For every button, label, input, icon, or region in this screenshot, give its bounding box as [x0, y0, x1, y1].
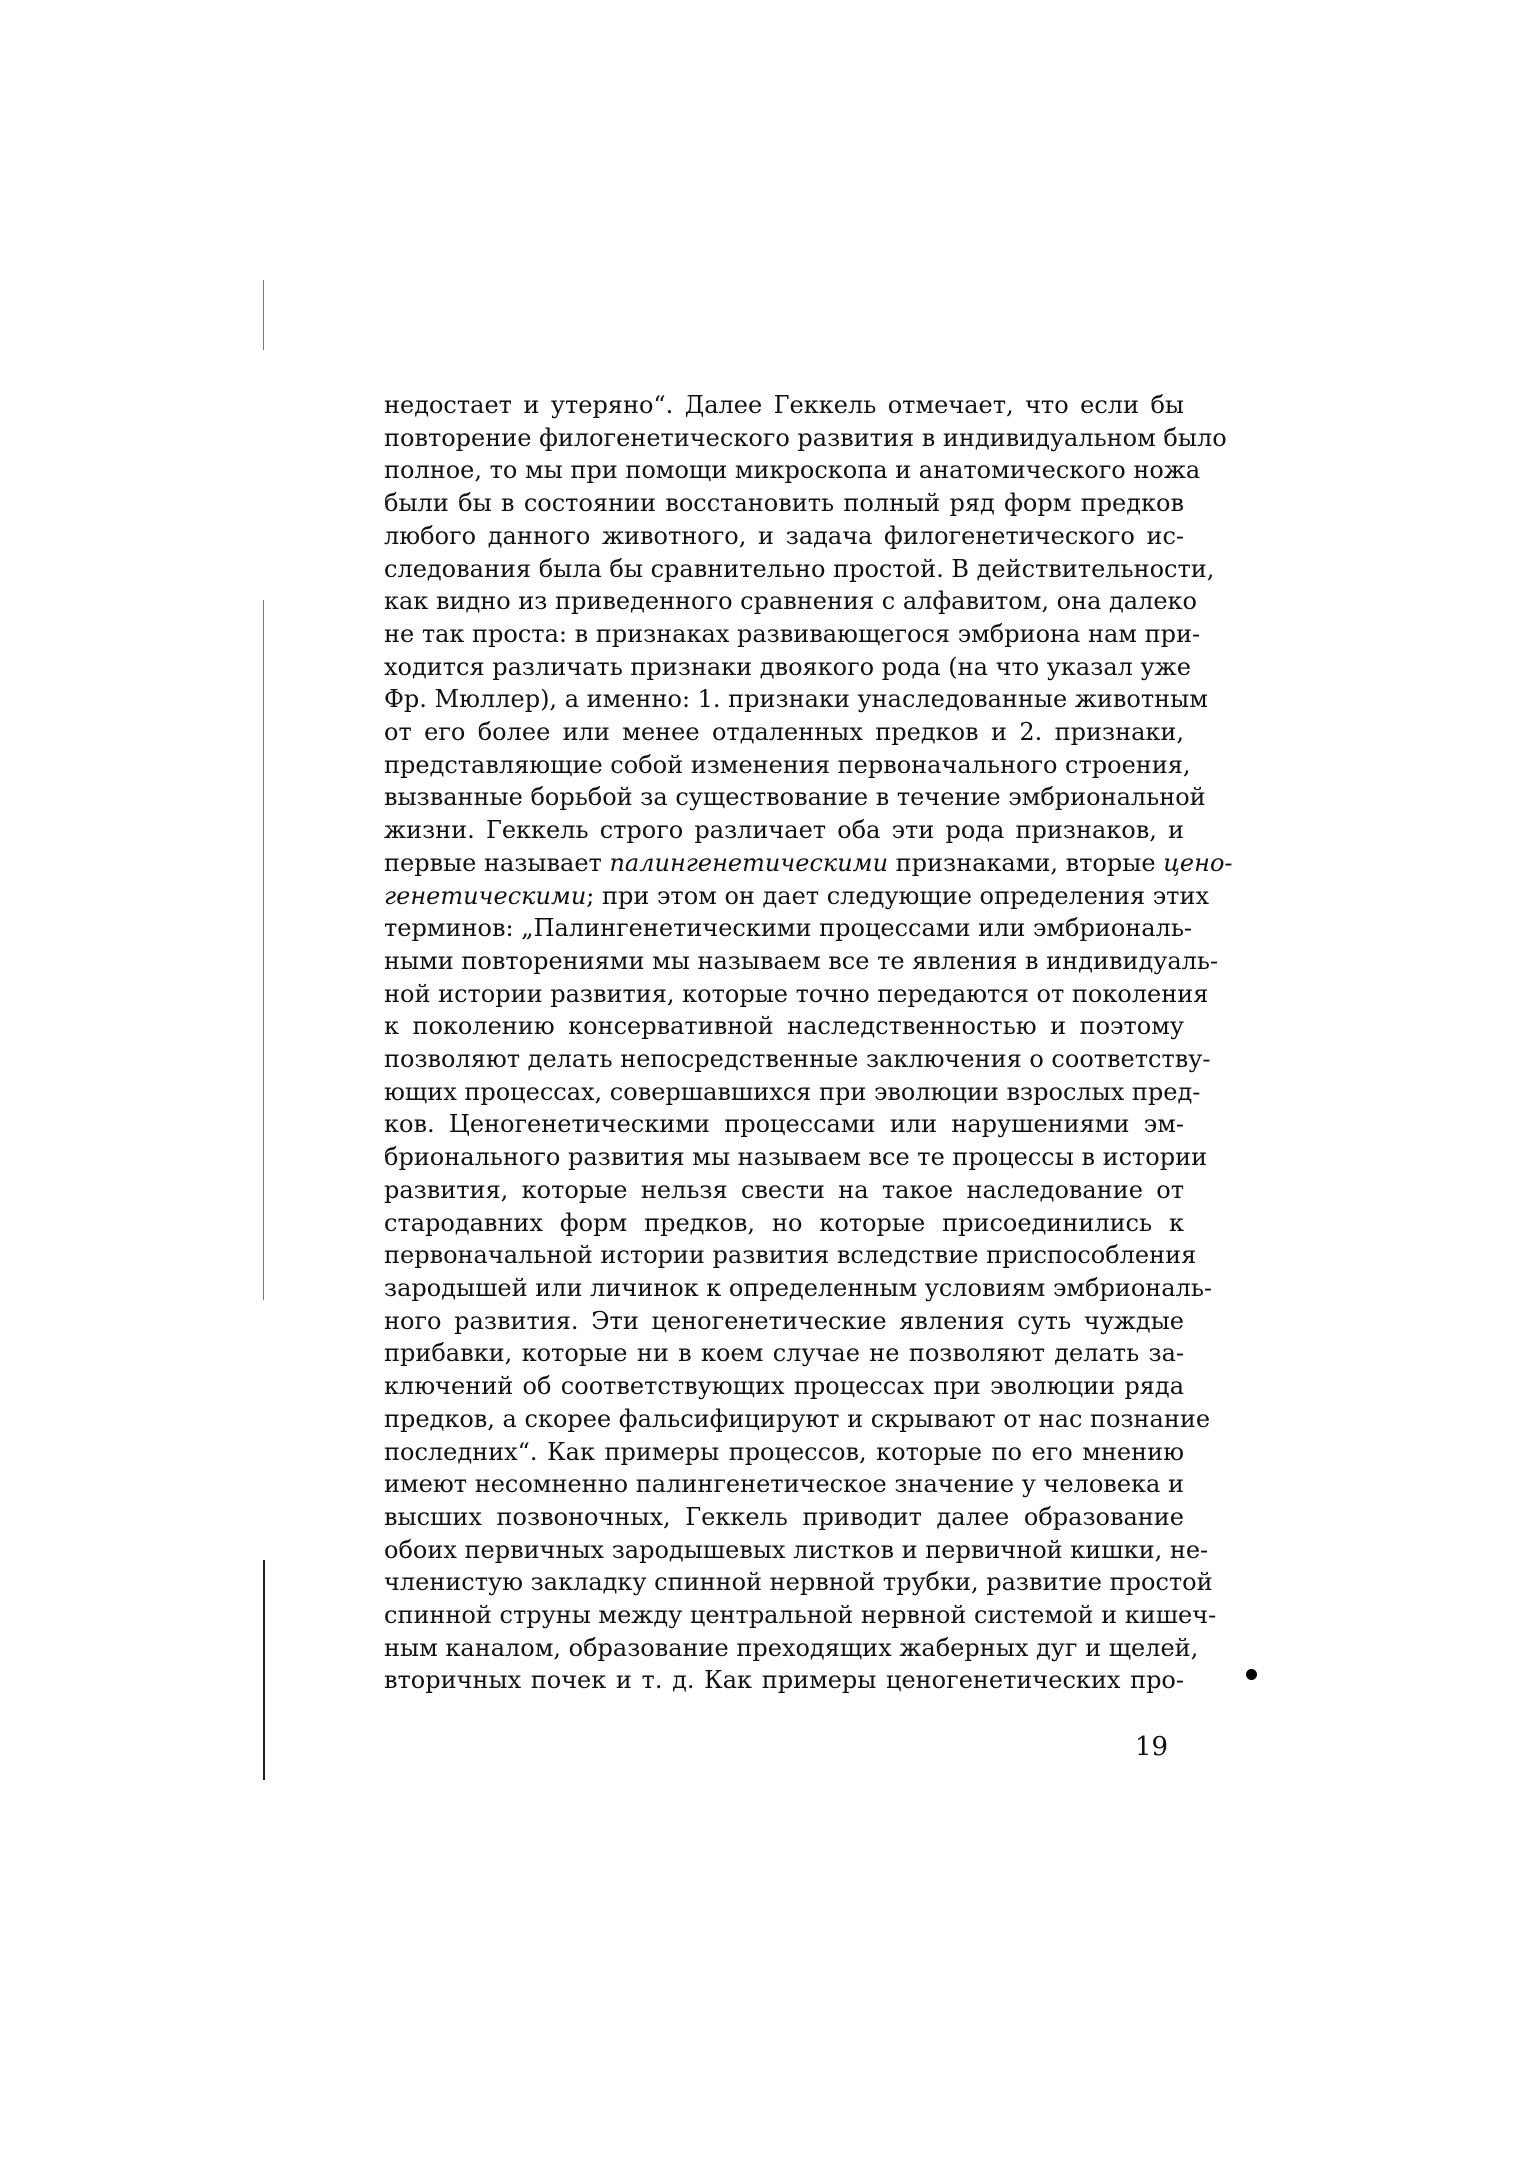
term-palingenetic: палингенетическими: [609, 848, 889, 877]
text-line: ходится различать признаки двоякого рода (на что указал уже: [384, 652, 1191, 681]
text-line: вторичных почек и т. д. Как примеры ценогенетических про-: [384, 1666, 1184, 1695]
body-text: [384, 389, 1233, 1697]
text-run: признаками, вторые: [888, 848, 1164, 877]
text-line: вызванные борьбой за существование в течение эмбриональной: [384, 783, 1206, 812]
text-line: жизни. Геккель строго различает оба эти рода признаков, и: [384, 816, 1184, 845]
text-line: Фр. Мюллер), а именно: 1. признаки унаследованные животным: [384, 685, 1208, 714]
text-line: ющих процессах, совершавшихся при эволюции взрослых пред-: [384, 1077, 1201, 1106]
text-run: первые называет: [384, 848, 610, 877]
term-cenogenetic-end: генетическими: [384, 881, 587, 910]
text-line: первоначальной истории развития вследствие приспособления: [384, 1241, 1197, 1270]
text-line: от его более или менее отдаленных предков и 2. признаки,: [384, 718, 1184, 747]
text-run: ; при этом он дает следующие определения этих: [586, 881, 1209, 910]
scan-edge-top: [263, 280, 264, 350]
scan-edge-middle: [263, 600, 264, 1300]
text-line: обоих первичных зародышевых листков и первичной кишки, не-: [384, 1535, 1209, 1564]
text-line: к поколению консервативной наследственностью и поэтому: [384, 1012, 1184, 1041]
term-cenogenetic-start: цено-: [1163, 848, 1233, 877]
text-line: развития, которые нельзя свести на такое наследование от: [384, 1175, 1184, 1204]
text-line: недостает и утеряно“. Далее Геккель отмечает, что если бы: [384, 391, 1184, 419]
text-line: полное, то мы при помощи микроскопа и анатомического ножа: [384, 456, 1201, 485]
text-line: были бы в состоянии восстановить полный ряд форм предков: [384, 489, 1184, 518]
text-line: ными повторениями мы называем все те явления в индивидуаль-: [384, 946, 1219, 975]
text-line: не так проста: в признаках развивающегося эмбриона нам при-: [384, 619, 1201, 648]
text-line: высших позвоночных, Геккель приводит далее образование: [384, 1502, 1184, 1531]
text-line: ной истории развития, которые точно передаются от поколения: [384, 979, 1209, 1008]
page-number: 19: [1135, 1732, 1169, 1762]
text-line: любого данного животного, и задача филогенетического ис-: [384, 521, 1184, 550]
text-line: зародышей или личинок к определенным условиям эмбриональ-: [384, 1273, 1213, 1302]
text-line: прибавки, которые ни в коем случае не позволяют делать за-: [384, 1339, 1184, 1368]
text-line: ключений об соответствующих процессах при эволюции ряда: [384, 1372, 1184, 1401]
text-line: ным каналом, образование преходящих жаберных дуг и щелей,: [384, 1633, 1199, 1662]
text-line: брионального развития мы называем все те процессы в истории: [384, 1143, 1208, 1172]
scan-edge-bottom: [263, 1560, 265, 1780]
text-line: следования была бы сравнительно простой. В действительности,: [384, 554, 1215, 583]
text-line: повторение филогенетического развития в индивидуальном было: [384, 423, 1227, 452]
text-line: ков. Ценогенетическими процессами или нарушениями эм-: [384, 1110, 1184, 1139]
text-line: как видно из приведенного сравнения с алфавитом, она далеко: [384, 587, 1197, 616]
text-line-italic-terms: [384, 847, 1233, 880]
text-line: стародавних форм предков, но которые присоединились к: [384, 1208, 1184, 1237]
text-line: последних“. Как примеры процессов, которые по его мнению: [384, 1437, 1184, 1466]
text-line: терминов: „Палингенетическими процессами или эмбриональ-: [384, 914, 1193, 943]
text-line-italic-terms: [384, 880, 1209, 913]
text-line: членистую закладку спинной нервной трубки, развитие простой: [384, 1568, 1213, 1597]
text-line: позволяют делать непосредственные заключения о соответству-: [384, 1045, 1211, 1074]
text-line: представляющие собой изменения первоначального строения,: [384, 750, 1191, 779]
text-line: имеют несомненно палингенетическое значение у человека и: [384, 1470, 1184, 1499]
text-line: ного развития. Эти ценогенетические явления суть чуждые: [384, 1306, 1184, 1335]
text-line: предков, а скорее фальсифицируют и скрывают от нас познание: [384, 1404, 1211, 1433]
ink-speck: [1246, 1669, 1257, 1680]
text-line: спинной струны между центральной нервной системой и кишеч-: [384, 1601, 1217, 1630]
